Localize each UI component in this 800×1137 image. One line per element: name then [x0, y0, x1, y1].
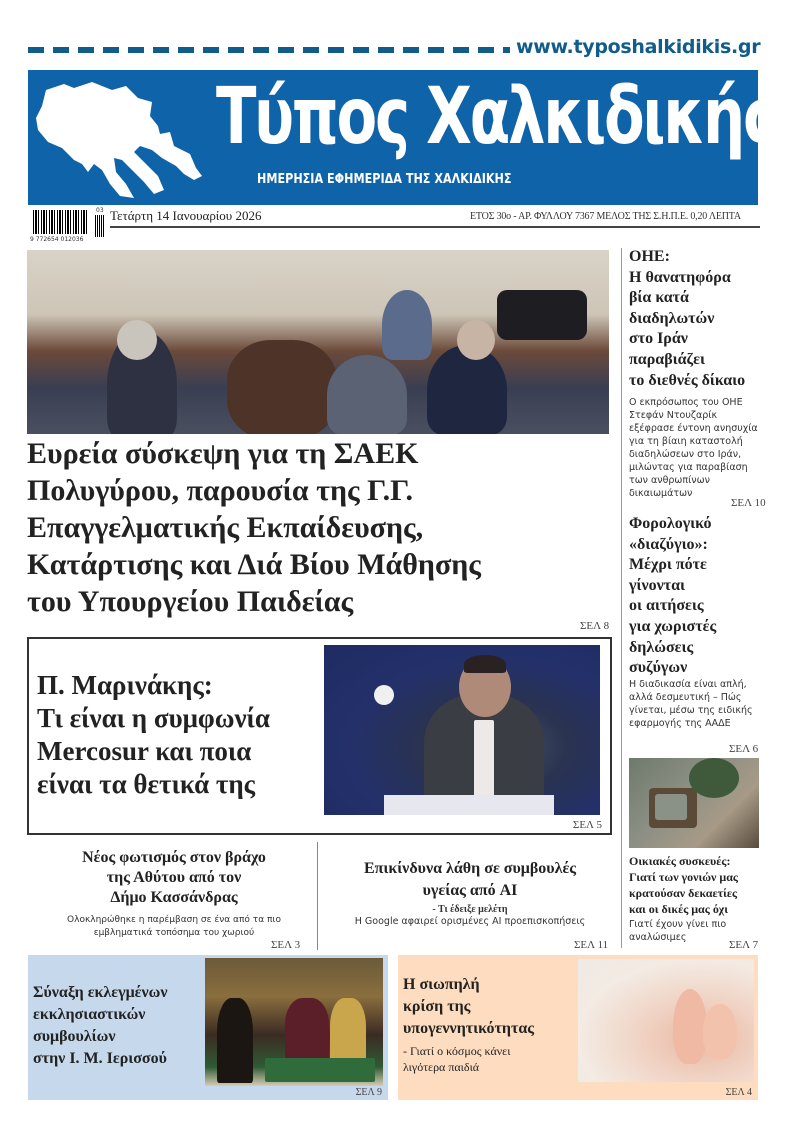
subheadline-line: - Γιατί ο κόσμος κάνει: [403, 1044, 511, 1058]
middle-right-headline[interactable]: [330, 858, 610, 902]
headline-line: ΟΗΕ:: [629, 248, 670, 265]
headline-line: δηλώσεις: [629, 638, 694, 656]
plant-shape: [689, 758, 739, 798]
page-reference: ΣΕΛ 7: [729, 939, 759, 951]
birthrate-story-box[interactable]: [398, 955, 758, 1100]
page-reference: ΣΕΛ 11: [574, 939, 609, 951]
person-hair: [464, 655, 506, 673]
baby-foot-shape: [673, 989, 707, 1064]
headline-line: Η θανατηφόρα: [629, 268, 731, 286]
issue-info: ΕΤΟΣ 30ο - ΑΡ. ΦΥΛΛΟΥ 7367 ΜΕΛΟΣ ΤΗΣ Σ.Η.Π.Ε. 0,20 ΛΕΠΤΑ: [470, 211, 741, 222]
headline-line: συζύγων: [629, 659, 688, 677]
middle-right-subheadline: - Τι έδειξε μελέτη: [432, 904, 508, 915]
headline-line: Δήμο Κασσάνδρας: [110, 889, 238, 906]
sidebar-story-body: Γιατί έχουν γίνει πιο αναλώσιμες: [629, 919, 727, 943]
barcode-addon-number: 03: [96, 207, 104, 214]
headline-line: της Αθύτου από τον: [106, 869, 242, 886]
headline-line: «διαζύγιο»:: [629, 535, 708, 553]
headline-line: στο Ιράν: [629, 330, 688, 348]
page-reference: ΣΕΛ 6: [729, 743, 759, 755]
headline-line: Οικιακές συσκευές:: [629, 854, 731, 868]
headline-line: Ευρεία σύσκεψη για τη ΣΑΕΚ: [27, 437, 419, 470]
headline-line: Πολυγύρου, παρουσία της Γ.Γ.: [27, 474, 414, 507]
headline-line: Κατάρτισης και Διά Βίου Μάθησης: [27, 548, 481, 581]
headline-line: κρατούσαν δεκαετίες: [629, 886, 738, 900]
headline-line: κρίση της: [403, 998, 471, 1015]
shirt-shape: [474, 720, 494, 800]
headline-line: Π. Μαρινάκης:: [37, 670, 213, 700]
headline-line: Νέος φωτισμός στον βράχο: [82, 849, 266, 866]
column-divider: [621, 248, 622, 948]
boxed-story-photo: [324, 645, 600, 815]
headline-line: υπογεννητικότητας: [403, 1020, 535, 1037]
headline-line: οι αιτήσεις: [629, 597, 704, 615]
headline-line: Mercosur και ποια: [37, 736, 252, 766]
church-story-box[interactable]: [28, 955, 388, 1100]
header-divider: [110, 226, 760, 228]
person-silhouette: [327, 355, 407, 434]
main-story-photo[interactable]: [27, 250, 609, 434]
headline-line: Επικίνδυνα λάθη σε συμβουλές: [363, 860, 577, 877]
sidebar-story-body: Ο εκπρόσωπος του ΟΗΕ Στεφάν Ντουζαρίκ εξέφρασε έντονη ανησυχία για τη βίαιη καταστολή διαδηλώσεων στο Ιράν, μιλώντας για παραβίαση των ανθρωπίνων δικαιωμάτων: [629, 397, 758, 499]
headline-line: γίνονται: [629, 576, 686, 594]
headline-line: διαδηλωτών: [629, 309, 715, 327]
masthead-dashed-rule: [28, 47, 510, 53]
column-divider: [317, 842, 318, 950]
headline-line: είναι τα θετικά της: [37, 769, 256, 799]
headline-line: το διεθνές δίκαιο: [629, 371, 746, 389]
headline-line: Φορολογικό: [629, 515, 712, 532]
headline-line: Η σιωπηλή: [403, 976, 480, 993]
main-story-headline[interactable]: [27, 435, 587, 620]
subheadline-line: λιγότερα παιδιά: [403, 1060, 480, 1074]
headline-line: του Υπουργείου Παιδείας: [27, 585, 354, 618]
sidebar-story-body: Η διαδικασία είναι απλή, αλλά δεσμευτική – Πώς γίνεται, μέσω της ειδικής εφαρμογής της ΑΑΔΕ: [629, 679, 753, 729]
tv-screen-shape: [655, 794, 687, 820]
person-head: [457, 320, 495, 360]
barcode: [33, 210, 88, 234]
middle-right-body: Η Google αφαιρεί ορισμένες AI προεπισκοπήσεις: [354, 916, 586, 927]
headline-line: συμβουλίων: [33, 1028, 116, 1045]
page-reference: ΣΕΛ 8: [580, 620, 610, 632]
meeting-table-shape: [227, 340, 337, 434]
person-silhouette: [382, 290, 432, 360]
page-reference: ΣΕΛ 4: [725, 1087, 752, 1098]
headline-line: παραβιάζει: [629, 350, 705, 368]
birthrate-story-subheadline: [403, 1043, 583, 1075]
headline-line: Γιατί των γονιών μας: [629, 870, 738, 884]
podium-shape: [384, 795, 554, 815]
page-reference: ΣΕΛ 3: [271, 939, 301, 951]
sidebar-story-headline[interactable]: [629, 514, 759, 679]
masthead-subtitle: ΗΜΕΡΗΣΙΑ ΕΦΗΜΕΡΙΔΑ ΤΗΣ ΧΑΛΚΙΔΙΚΗΣ: [257, 172, 512, 187]
page-reference: ΣΕΛ 5: [572, 819, 602, 831]
boxed-story[interactable]: [27, 637, 612, 835]
baby-foot-shape: [703, 1004, 737, 1059]
website-link[interactable]: www.typoshalkidikis.gr: [516, 36, 761, 58]
birthrate-story-photo: [578, 959, 754, 1082]
person-silhouette: [427, 345, 507, 434]
barcode-number: 9 772654 012036: [30, 236, 84, 243]
headline-line: για χωριστές: [629, 617, 717, 635]
birthrate-story-headline: [403, 974, 583, 1040]
headline-line: βία κατά: [629, 289, 689, 307]
masthead-banner: [28, 70, 776, 205]
altar-table-shape: [265, 1058, 375, 1082]
headline-line: Επαγγελματικής Εκπαίδευσης,: [27, 511, 424, 544]
barcode-addon: [95, 215, 105, 237]
headline-line: στην Ι. Μ. Ιερισσού: [33, 1050, 167, 1067]
church-story-photo: [205, 958, 383, 1086]
chalkidiki-map-icon: [34, 76, 214, 201]
middle-left-body: Ολοκληρώθηκε η παρέμβαση σε ένα από τα πιο εμβληματικά τοπόσημα του χωριού: [67, 915, 281, 938]
boxed-story-headline: [37, 669, 327, 801]
page-reference: ΣΕΛ 10: [731, 497, 766, 509]
priest-silhouette: [217, 998, 253, 1083]
headline-line: υγείας από AI: [422, 882, 518, 899]
person-head: [117, 320, 157, 360]
sidebar-story-headline[interactable]: [629, 247, 764, 391]
government-emblem-icon: [374, 685, 394, 705]
headline-line: Τι είναι η συμφωνία: [37, 703, 270, 733]
headline-line: Μέχρι πότε: [629, 556, 707, 574]
bishop-silhouette: [285, 998, 329, 1063]
masthead-title: Τύπος Χαλκιδικής: [216, 72, 776, 162]
sidebar-story-photo[interactable]: [629, 758, 759, 848]
headline-line: Σύναξη εκλεγμένων: [33, 984, 168, 1001]
headline-line: εκκλησιαστικών: [33, 1006, 146, 1023]
middle-left-headline[interactable]: [40, 848, 308, 908]
sofa-shape: [497, 290, 587, 340]
issue-date: Τετάρτη 14 Ιανουαρίου 2026: [110, 208, 262, 223]
page-reference: ΣΕΛ 9: [355, 1087, 382, 1098]
headline-line: και οι δικές μας όχι: [629, 902, 728, 916]
church-story-headline: [33, 982, 213, 1070]
sidebar-story-headline[interactable]: [629, 853, 769, 917]
